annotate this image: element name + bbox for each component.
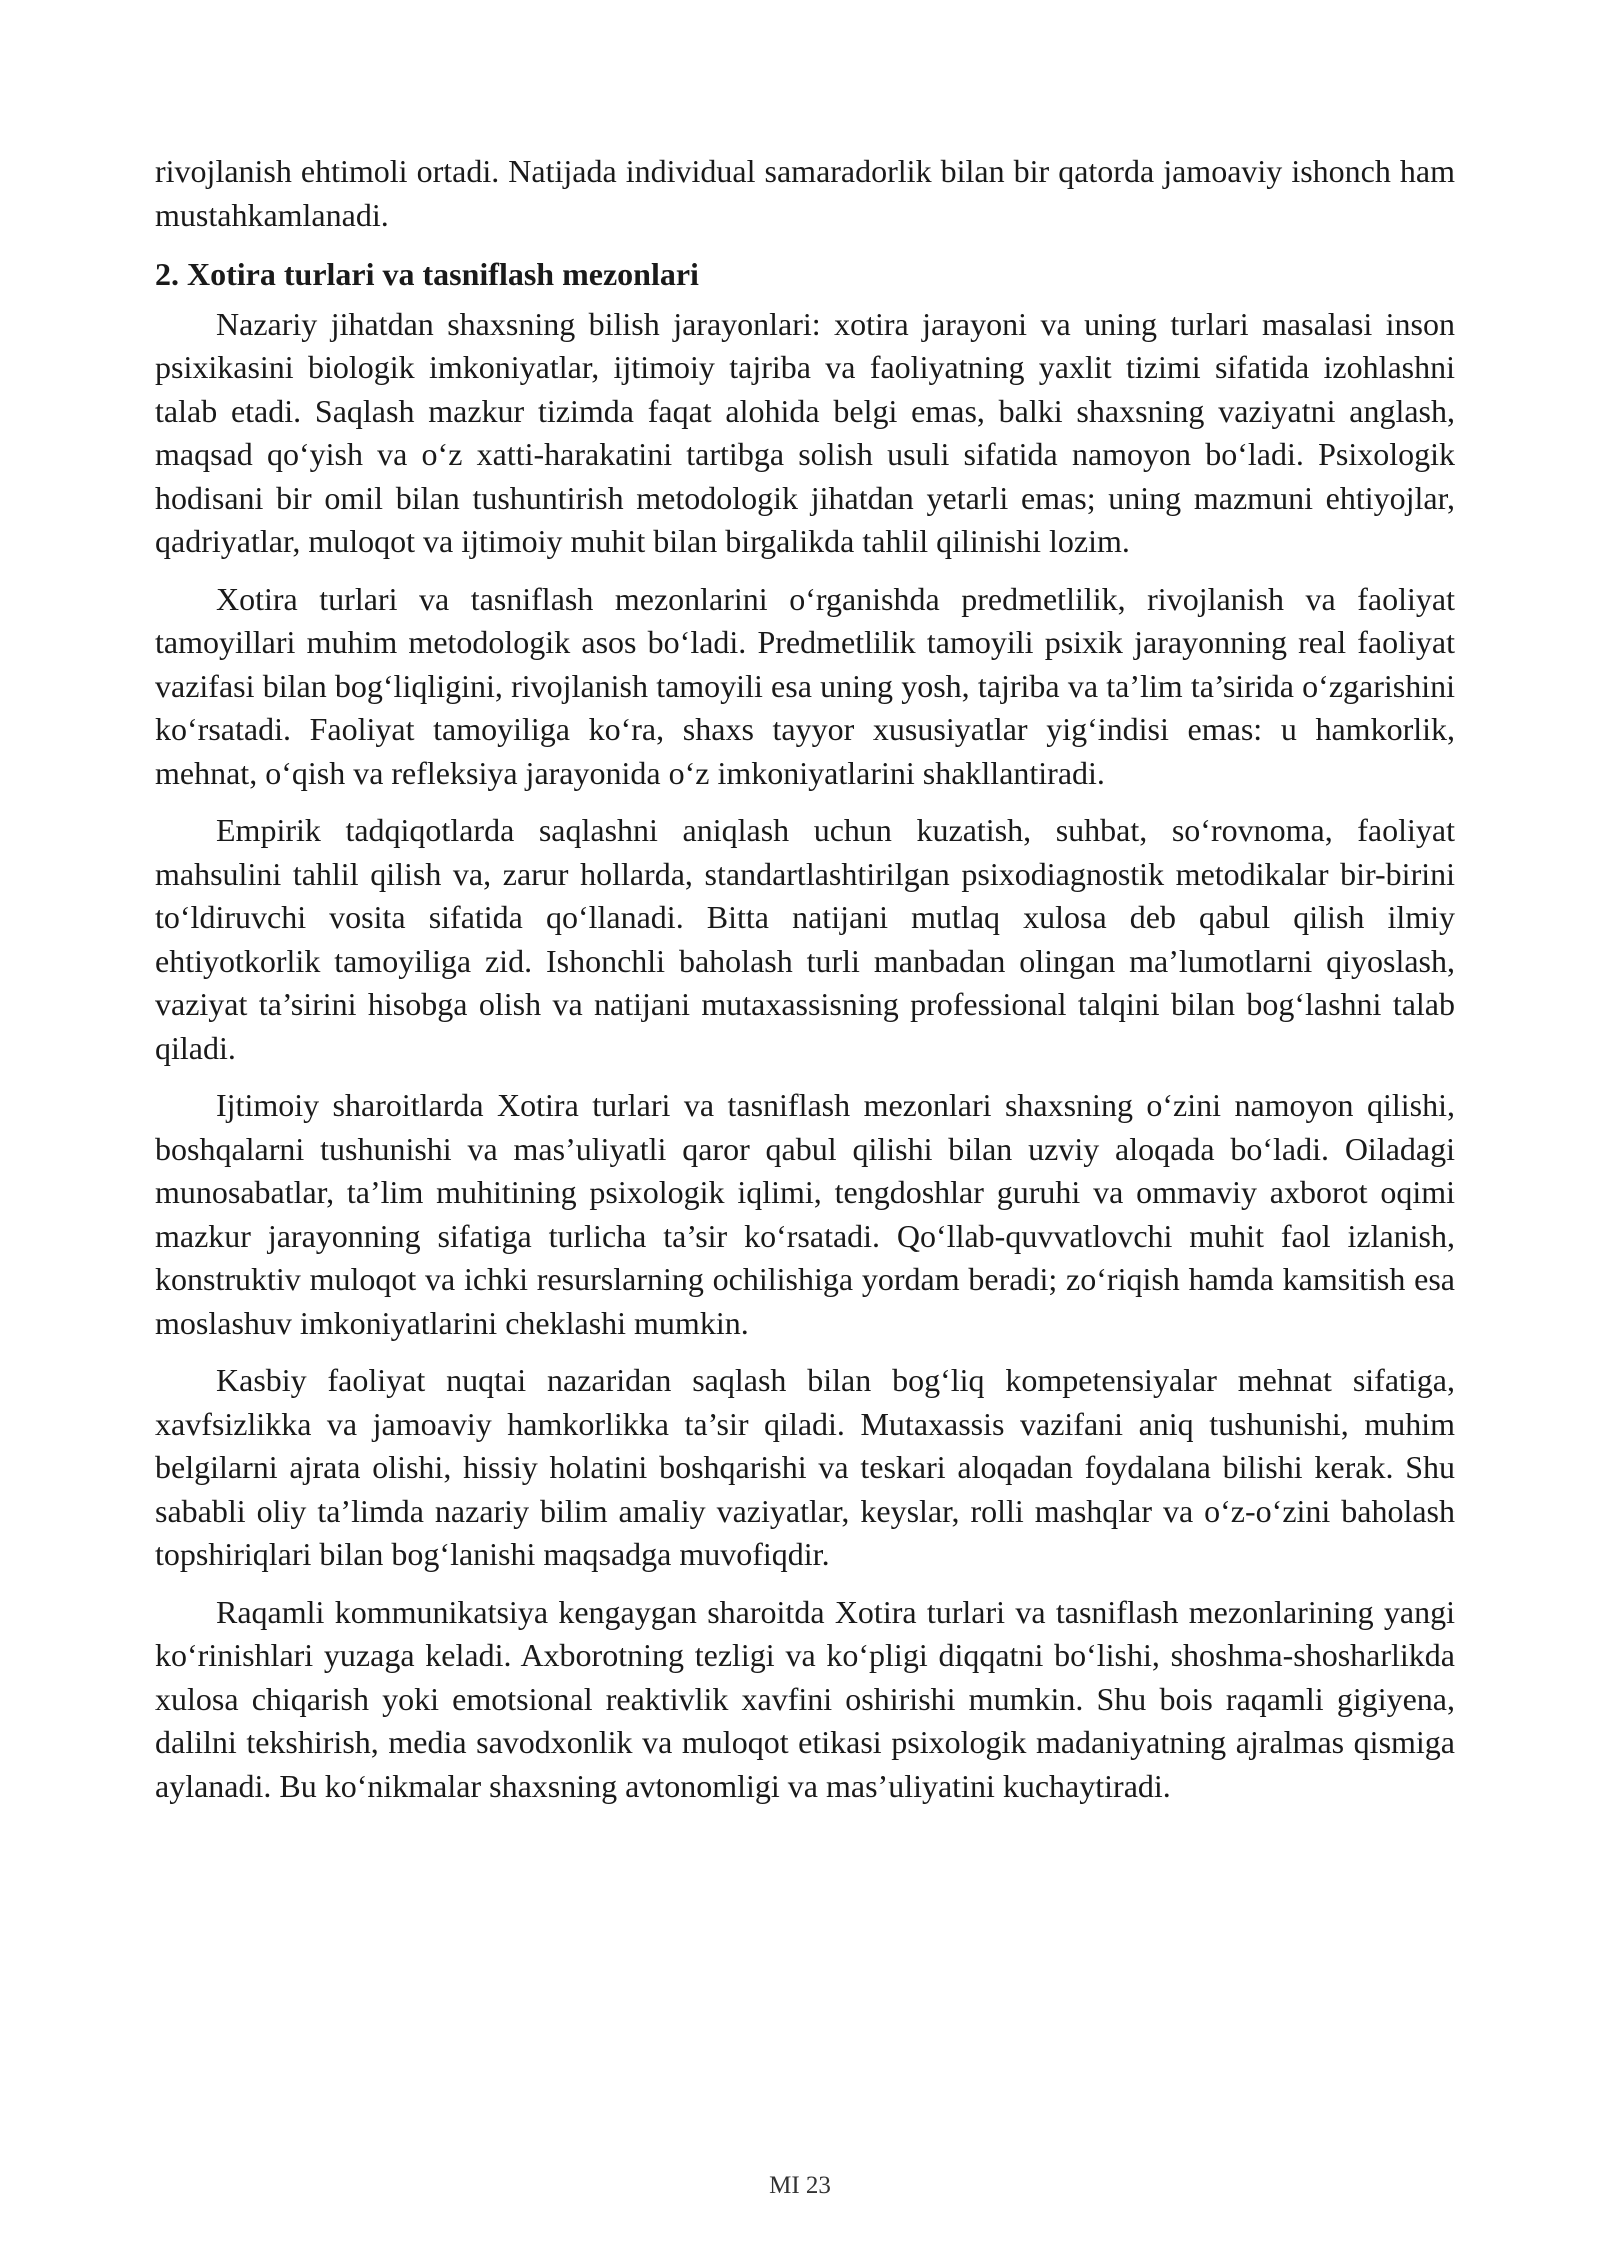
page-body [155, 150, 1455, 1822]
body-paragraph-2: Xotira turlari va tasniflash mezonlarini o‘rganishda predmetlilik, rivojlanish va faoliyat tamoyillari muhim metodologik asos bo‘ladi. Predmetlilik tamoyili psixik jarayonning real faoliyat vazifasi bilan bog‘liqligini, rivojlanish tamoyili esa uning yosh, tajriba va ta’lim ta’sirida o‘zgarishini ko‘rsatadi. Faoliyat tamoyiliga ko‘ra, shaxs tayyor xususiyatlar yig‘indisi emas: u hamkorlik, mehnat, o‘qish va refleksiya jarayonida o‘z imkoniyatlarini shakllantiradi. [155, 580, 1455, 791]
body-paragraph-3: Empirik tadqiqotlarda saqlashni aniqlash uchun kuzatish, suhbat, so‘rovnoma, faoliyat mahsulini tahlil qilish va, zarur hollarda, standartlashtirilgan psixodiagnostik metodikalar bir-birini to‘ldiruvchi vosita sifatida qo‘llanadi. Bitta natijani mutlaq xulosa deb qabul qilish ilmiy ehtiyotkorlik tamoyiliga zid. Ishonchli baholash turli manbadan olingan ma’lumotlarni qiyoslash, vaziyat ta’sirini hisobga olish va natijani mutaxassisning professional talqini bilan bog‘lashni talab qiladi. [155, 812, 1455, 1066]
lead-paragraph: rivojlanish ehtimoli ortadi. Natijada individual samaradorlik bilan bir qatorda jamoaviy ishonch ham mustahkamlanadi. [155, 153, 1455, 233]
body-paragraph-4: Ijtimoiy sharoitlarda Xotira turlari va tasniflash mezonlari shaxsning o‘zini namoyon qilishi, boshqalarni tushunishi va mas’uliyatli qaror qabul qilishi bilan uzviy aloqada bo‘ladi. Oiladagi munosabatlar, ta’lim muhitining psixologik iqlimi, tengdoshlar guruhi va ommaviy axborot oqimi mazkur jarayonning sifatiga turlicha ta’sir ko‘rsatadi. Qo‘llab-quvvatlovchi muhit faol izlanish, konstruktiv muloqot va ichki resurslarning ochilishiga yordam beradi; zo‘riqish hamda kamsitish esa moslashuv imkoniyatlarini cheklashi mumkin. [155, 1087, 1455, 1341]
body-paragraph-6: Raqamli kommunikatsiya kengaygan sharoitda Xotira turlari va tasniflash mezonlarining yangi ko‘rinishlari yuzaga keladi. Axborotning tezligi va ko‘pligi diqqatni bo‘lishi, shoshma-shosharlikda xulosa chiqarish yoki emotsional reaktivlik xavfini oshirishi mumkin. Shu bois raqamli gigiyena, dalilni tekshirish, media savodxonlik va muloqot etikasi psixologik madaniyatning ajralmas qismiga aylanadi. Bu ko‘nikmalar shaxsning avtonomligi va mas’uliyatini kuchaytiradi. [155, 1593, 1455, 1804]
page-number: MI 23 [769, 2172, 831, 2199]
section-heading: 2. Xotira turlari va tasniflash mezonlari [155, 256, 699, 292]
body-paragraph-1: Nazariy jihatdan shaxsning bilish jarayonlari: xotira jarayoni va uning turlari masalasi inson psixikasini biologik imkoniyatlar, ijtimoiy tajriba va faoliyatning yaxlit tizimi sifatida izohlashni talab etadi. Saqlash mazkur tizimda faqat alohida belgi emas, balki shaxsning vaziyatni anglash, maqsad qo‘yish va o‘z xatti-harakatini tartibga solish usuli sifatida namoyon bo‘ladi. Psixologik hodisani bir omil bilan tushuntirish metodologik jihatdan yetarli emas; uning mazmuni ehtiyojlar, qadriyatlar, muloqot va ijtimoiy muhit bilan birgalikda tahlil qilinishi lozim. [155, 305, 1455, 559]
body-paragraph-5: Kasbiy faoliyat nuqtai nazaridan saqlash bilan bog‘liq kompetensiyalar mehnat sifatiga, xavfsizlikka va jamoaviy hamkorlikka ta’sir qiladi. Mutaxassis vazifani aniq tushunishi, muhim belgilarni ajrata olishi, hissiy holatini boshqarishi va teskari aloqadan foydalana bilishi kerak. Shu sababli oliy ta’limda nazariy bilim amaliy vaziyatlar, keyslar, rolli mashqlar va o‘z-o‘zini baholash topshiriqlari bilan bog‘lanishi maqsadga muvofiqdir. [155, 1362, 1455, 1572]
